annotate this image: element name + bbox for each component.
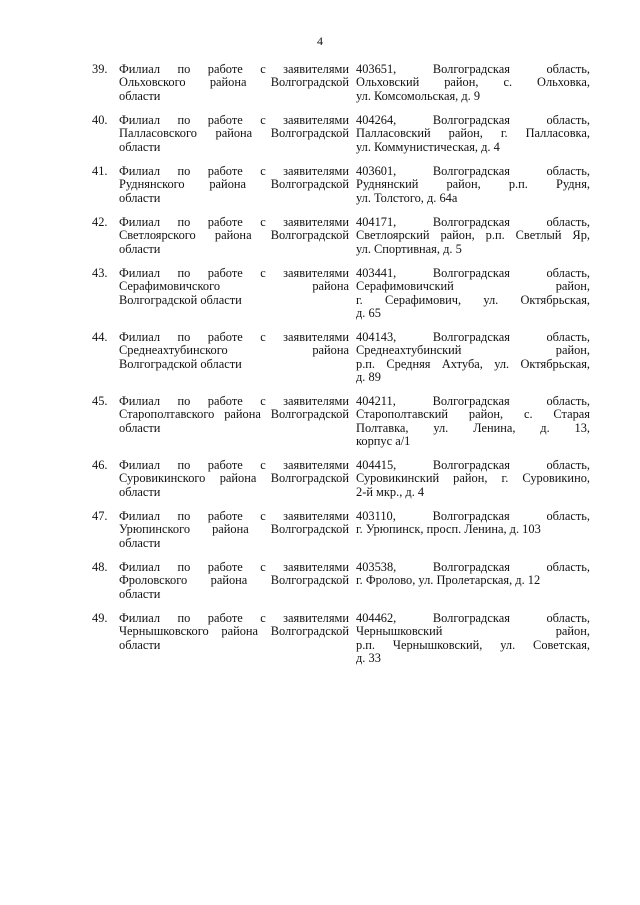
branch-address-line: д. 65 [356,306,381,320]
branch-name-line: Руднянского района Волгоградской [119,178,349,192]
branch-name-line: Серафимовичского района [119,280,349,294]
branch-name-line: Среднеахтубинского района [119,344,349,358]
branch-address-line: 404211, Волгоградская область, [356,395,590,408]
branch-name-line: области [119,191,161,205]
branch-name-line: Суровикинского района Волгоградской [119,472,349,486]
branch-address-line: ул. Коммунистическая, д. 4 [356,140,500,154]
branch-address-line: 404143, Волгоградская область, [356,331,590,344]
branch-address [356,331,590,384]
branch-address-line: 404264, Волгоградская область, [356,114,590,127]
item-number: 47. [92,509,108,523]
branch-name-line: области [119,242,161,256]
list-item [0,561,640,612]
branch-address-line: р.п. Чернышковский, ул. Советская, [356,638,590,652]
item-number: 49. [92,611,108,625]
branch-name-line: области [119,140,161,154]
branch-address-line: Среднеахтубинский район, [356,344,590,358]
branch-address-line: Руднянский район, р.п. Рудня, [356,178,590,192]
branch-address-line: 403538, Волгоградская область, [356,561,590,574]
branch-address [356,612,590,665]
branch-name-line: Волгоградской области [119,357,242,371]
branch-address-line: корпус а/1 [356,434,411,448]
branch-address-line: ул. Комсомольская, д. 9 [356,89,481,103]
list-item [0,216,640,267]
branch-name [119,612,349,652]
branch-name [119,510,349,550]
branch-name-line: Филиал по работе с заявителями [119,561,349,574]
branch-address-line: 403601, Волгоградская область, [356,165,590,178]
list-item [0,395,640,459]
branch-name-line: области [119,485,161,499]
branch-address [356,267,590,320]
branch-name-line: Филиал по работе с заявителями [119,331,349,344]
branch-name-line: Урюпинского района Волгоградской [119,523,349,537]
branch-address-line: г. Урюпинск, просп. Ленина, д. 103 [356,523,541,537]
page-number: 4 [317,34,323,48]
branch-address [356,459,590,499]
branch-address-line: 403441, Волгоградская область, [356,267,590,280]
item-number: 48. [92,560,108,574]
branch-address-line: 404462, Волгоградская область, [356,612,590,625]
branch-address [356,216,590,256]
branch-name-line: Филиал по работе с заявителями [119,459,349,472]
branch-address-line: ул. Толстого, д. 64а [356,191,458,205]
branch-name-line: Филиал по работе с заявителями [119,63,349,76]
branch-name-line: Палласовского района Волгоградской [119,127,349,141]
branch-address [356,395,590,448]
branch-address-line: 404415, Волгоградская область, [356,459,590,472]
branch-address-line: р.п. Средняя Ахтуба, ул. Октябрьская, [356,357,590,371]
branch-address-line: 403110, Волгоградская область, [356,510,590,523]
list-item [0,114,640,165]
branch-name [119,331,349,371]
item-number: 45. [92,394,108,408]
branch-name-line: Филиал по работе с заявителями [119,612,349,625]
item-number: 40. [92,113,108,127]
branch-name-line: Филиал по работе с заявителями [119,165,349,178]
branch-address [356,510,590,537]
branch-address [356,63,590,103]
branch-name-line: Волгоградской области [119,293,242,307]
branch-address-line: Чернышковский район, [356,625,590,639]
branch-name-line: Ольховского района Волгоградской [119,76,349,90]
branch-name-line: Филиал по работе с заявителями [119,114,349,127]
branch-address-line: Ольховский район, с. Ольховка, [356,76,590,90]
item-number: 42. [92,215,108,229]
branch-name-line: Филиал по работе с заявителями [119,510,349,523]
branch-name-line: Светлоярского района Волгоградской [119,229,349,243]
branch-name [119,395,349,435]
branch-name-line: области [119,89,161,103]
item-number: 39. [92,62,108,76]
branch-address-line: 404171, Волгоградская область, [356,216,590,229]
list-item [0,165,640,216]
item-number: 41. [92,164,108,178]
branch-address [356,114,590,154]
branch-name-line: Чернышковского района Волгоградской [119,625,349,639]
branch-address [356,561,590,588]
branch-address-line: Светлоярский район, р.п. Светлый Яр, [356,229,590,243]
branch-name-line: области [119,536,161,550]
branch-address-line: 2-й мкр., д. 4 [356,485,425,499]
branch-name [119,561,349,601]
branch-address-line: Палласовский район, г. Палласовка, [356,127,590,141]
list-item [0,267,640,331]
branch-address-line: д. 89 [356,370,381,384]
branch-name-line: Фроловского района Волгоградской [119,574,349,588]
branch-address-line: г. Фролово, ул. Пролетарская, д. 12 [356,574,541,588]
branch-name [119,216,349,256]
branch-name [119,267,349,307]
branch-name [119,63,349,103]
branch-address-line: ул. Спортивная, д. 5 [356,242,462,256]
branch-list [0,63,640,676]
branch-address-line: Суровикинский район, г. Суровикино, [356,472,590,486]
branch-name-line: Филиал по работе с заявителями [119,267,349,280]
item-number: 46. [92,458,108,472]
branch-address-line: г. Серафимович, ул. Октябрьская, [356,293,590,307]
branch-address-line: 403651, Волгоградская область, [356,63,590,76]
branch-address-line: д. 33 [356,651,381,665]
branch-name [119,165,349,205]
branch-address-line: Старополтавский район, с. Старая [356,408,590,422]
branch-name-line: области [119,587,161,601]
item-number: 44. [92,330,108,344]
branch-name [119,459,349,499]
branch-address-line: Серафимовичский район, [356,280,590,294]
item-number: 43. [92,266,108,280]
branch-name-line: области [119,638,161,652]
list-item [0,459,640,510]
branch-name [119,114,349,154]
branch-name-line: Филиал по работе с заявителями [119,395,349,408]
branch-name-line: Старополтавского района Волгоградской [119,408,349,422]
branch-name-line: Филиал по работе с заявителями [119,216,349,229]
branch-address-line: Полтавка, ул. Ленина, д. 13, [356,421,590,435]
list-item [0,612,640,676]
branch-name-line: области [119,421,161,435]
branch-address [356,165,590,205]
list-item [0,63,640,114]
list-item [0,331,640,395]
list-item [0,510,640,561]
